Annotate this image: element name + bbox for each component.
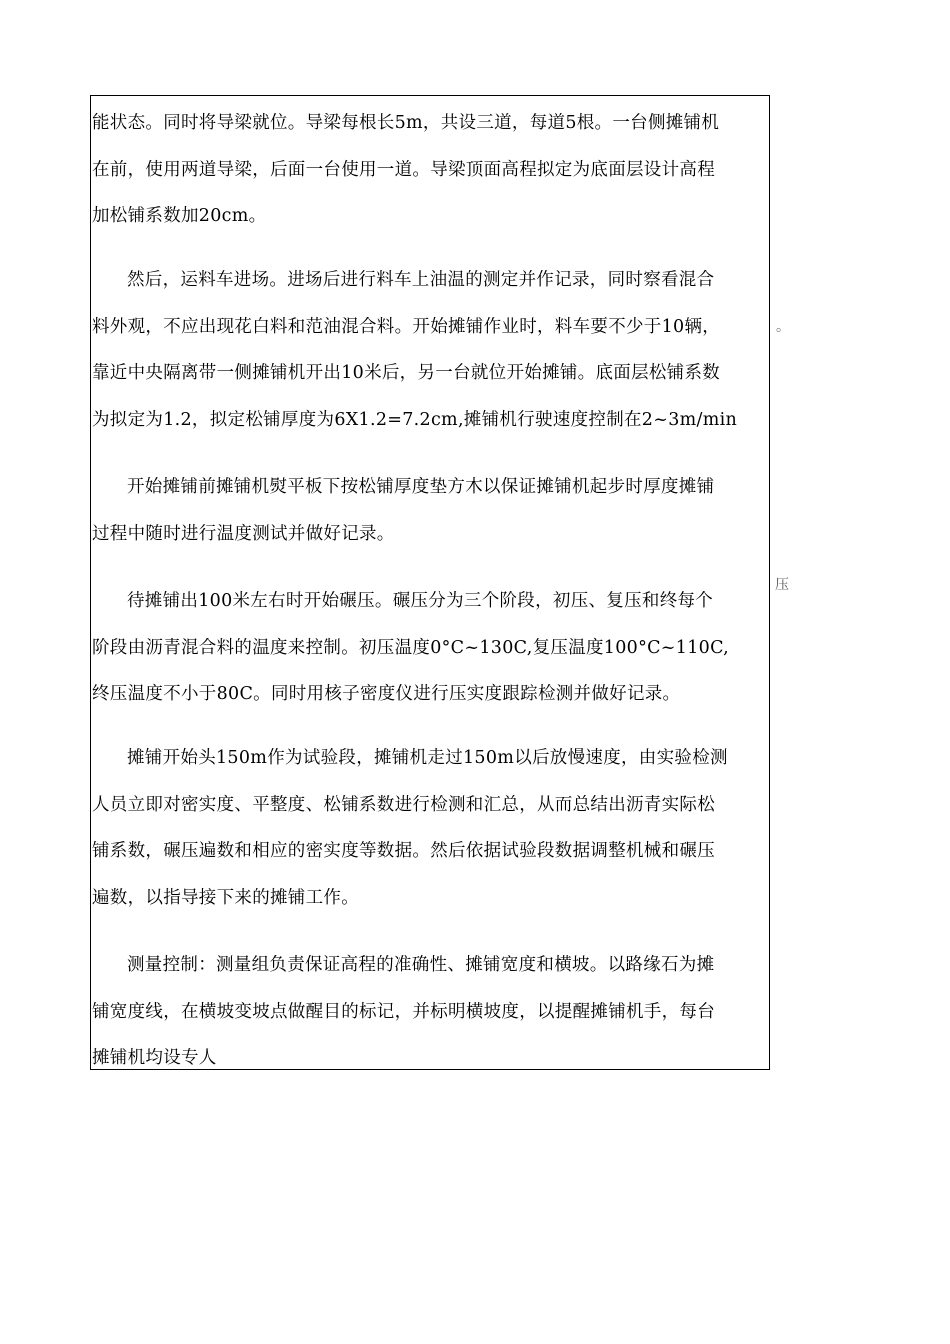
paragraph-6 [92, 942, 770, 1082]
para-3-line-1: 开始摊铺前摊铺机熨平板下按松铺厚度垫方木以保证摊铺机起步时厚度摊铺 [127, 477, 715, 497]
paragraph-2 [92, 257, 770, 443]
para-4-line-3: 终压温度不小于80C。同时用核子密度仪进行压实度跟踪检测并做好记录。 [92, 684, 681, 704]
paragraph-3 [92, 464, 770, 557]
para-2-line-1: 然后，运料车进场。进场后进行料车上油温的测定并作记录，同时察看混合 [127, 270, 715, 290]
para-5-line-2: 人员立即对密实度、平整度、松铺系数进行检测和汇总，从而总结出沥青实际松 [92, 794, 715, 815]
para-6-line-1: 测量控制：测量组负责保证高程的准确性、摊铺宽度和横坡。以路缘石为摊 [127, 955, 715, 975]
para-2-line-3: 靠近中央隔离带一侧摊铺机开出10米后，另一台就位开始摊铺。底面层松铺系数 [92, 363, 721, 383]
para-3-line-2: 过程中随时进行温度测试并做好记录。 [92, 523, 395, 544]
para-1-line-1: 能状态。同时将导梁就位。导梁每根长5m，共设三道，每道5根。一台侧摊铺机 [92, 113, 720, 133]
para-4-line-1: 待摊铺出100米左右时开始碾压。碾压分为三个阶段，初压、复压和终每个 [127, 591, 714, 611]
para-5-line-3: 铺系数，碾压遍数和相应的密实度等数据。然后依据试验段数据调整机械和碾压 [92, 841, 715, 861]
paragraph-1 [92, 100, 770, 240]
para-6-line-2: 铺宽度线，在横坡变坡点做醒目的标记，并标明横坡度，以提醒摊铺机手，每台 [92, 1001, 715, 1022]
para-1-line-2: 在前，使用两道导梁，后面一台使用一道。导梁顶面高程拟定为底面层设计高程 [92, 159, 715, 180]
para-1-line-3: 加松铺系数加20cm。 [92, 206, 267, 226]
margin-dot: 。 [776, 319, 790, 335]
paragraph-5 [92, 735, 770, 921]
para-2-line-2: 料外观，不应出现花白料和范油混合料。开始摊铺作业时，料车要不少于10辆， [92, 316, 721, 337]
para-5-line-1: 摊铺开始头150m作为试验段，摊铺机走过150m以后放慢速度，由实验检测 [127, 748, 728, 768]
para-4-line-2: 阶段由沥青混合料的温度来控制。初压温度0°C~130C,复压温度100°C~110C, [92, 637, 730, 658]
margin-press-char: 压 [775, 577, 789, 593]
para-5-line-4: 遍数，以指导接下来的摊铺工作。 [92, 887, 359, 908]
paragraph-4 [92, 578, 770, 718]
para-6-line-3: 摊铺机均设专人 [92, 1048, 217, 1068]
para-2-line-4: 为拟定为1.2，拟定松铺厚度为6X1.2=7.2cm,摊铺机行驶速度控制在2~3m/min [92, 409, 738, 430]
